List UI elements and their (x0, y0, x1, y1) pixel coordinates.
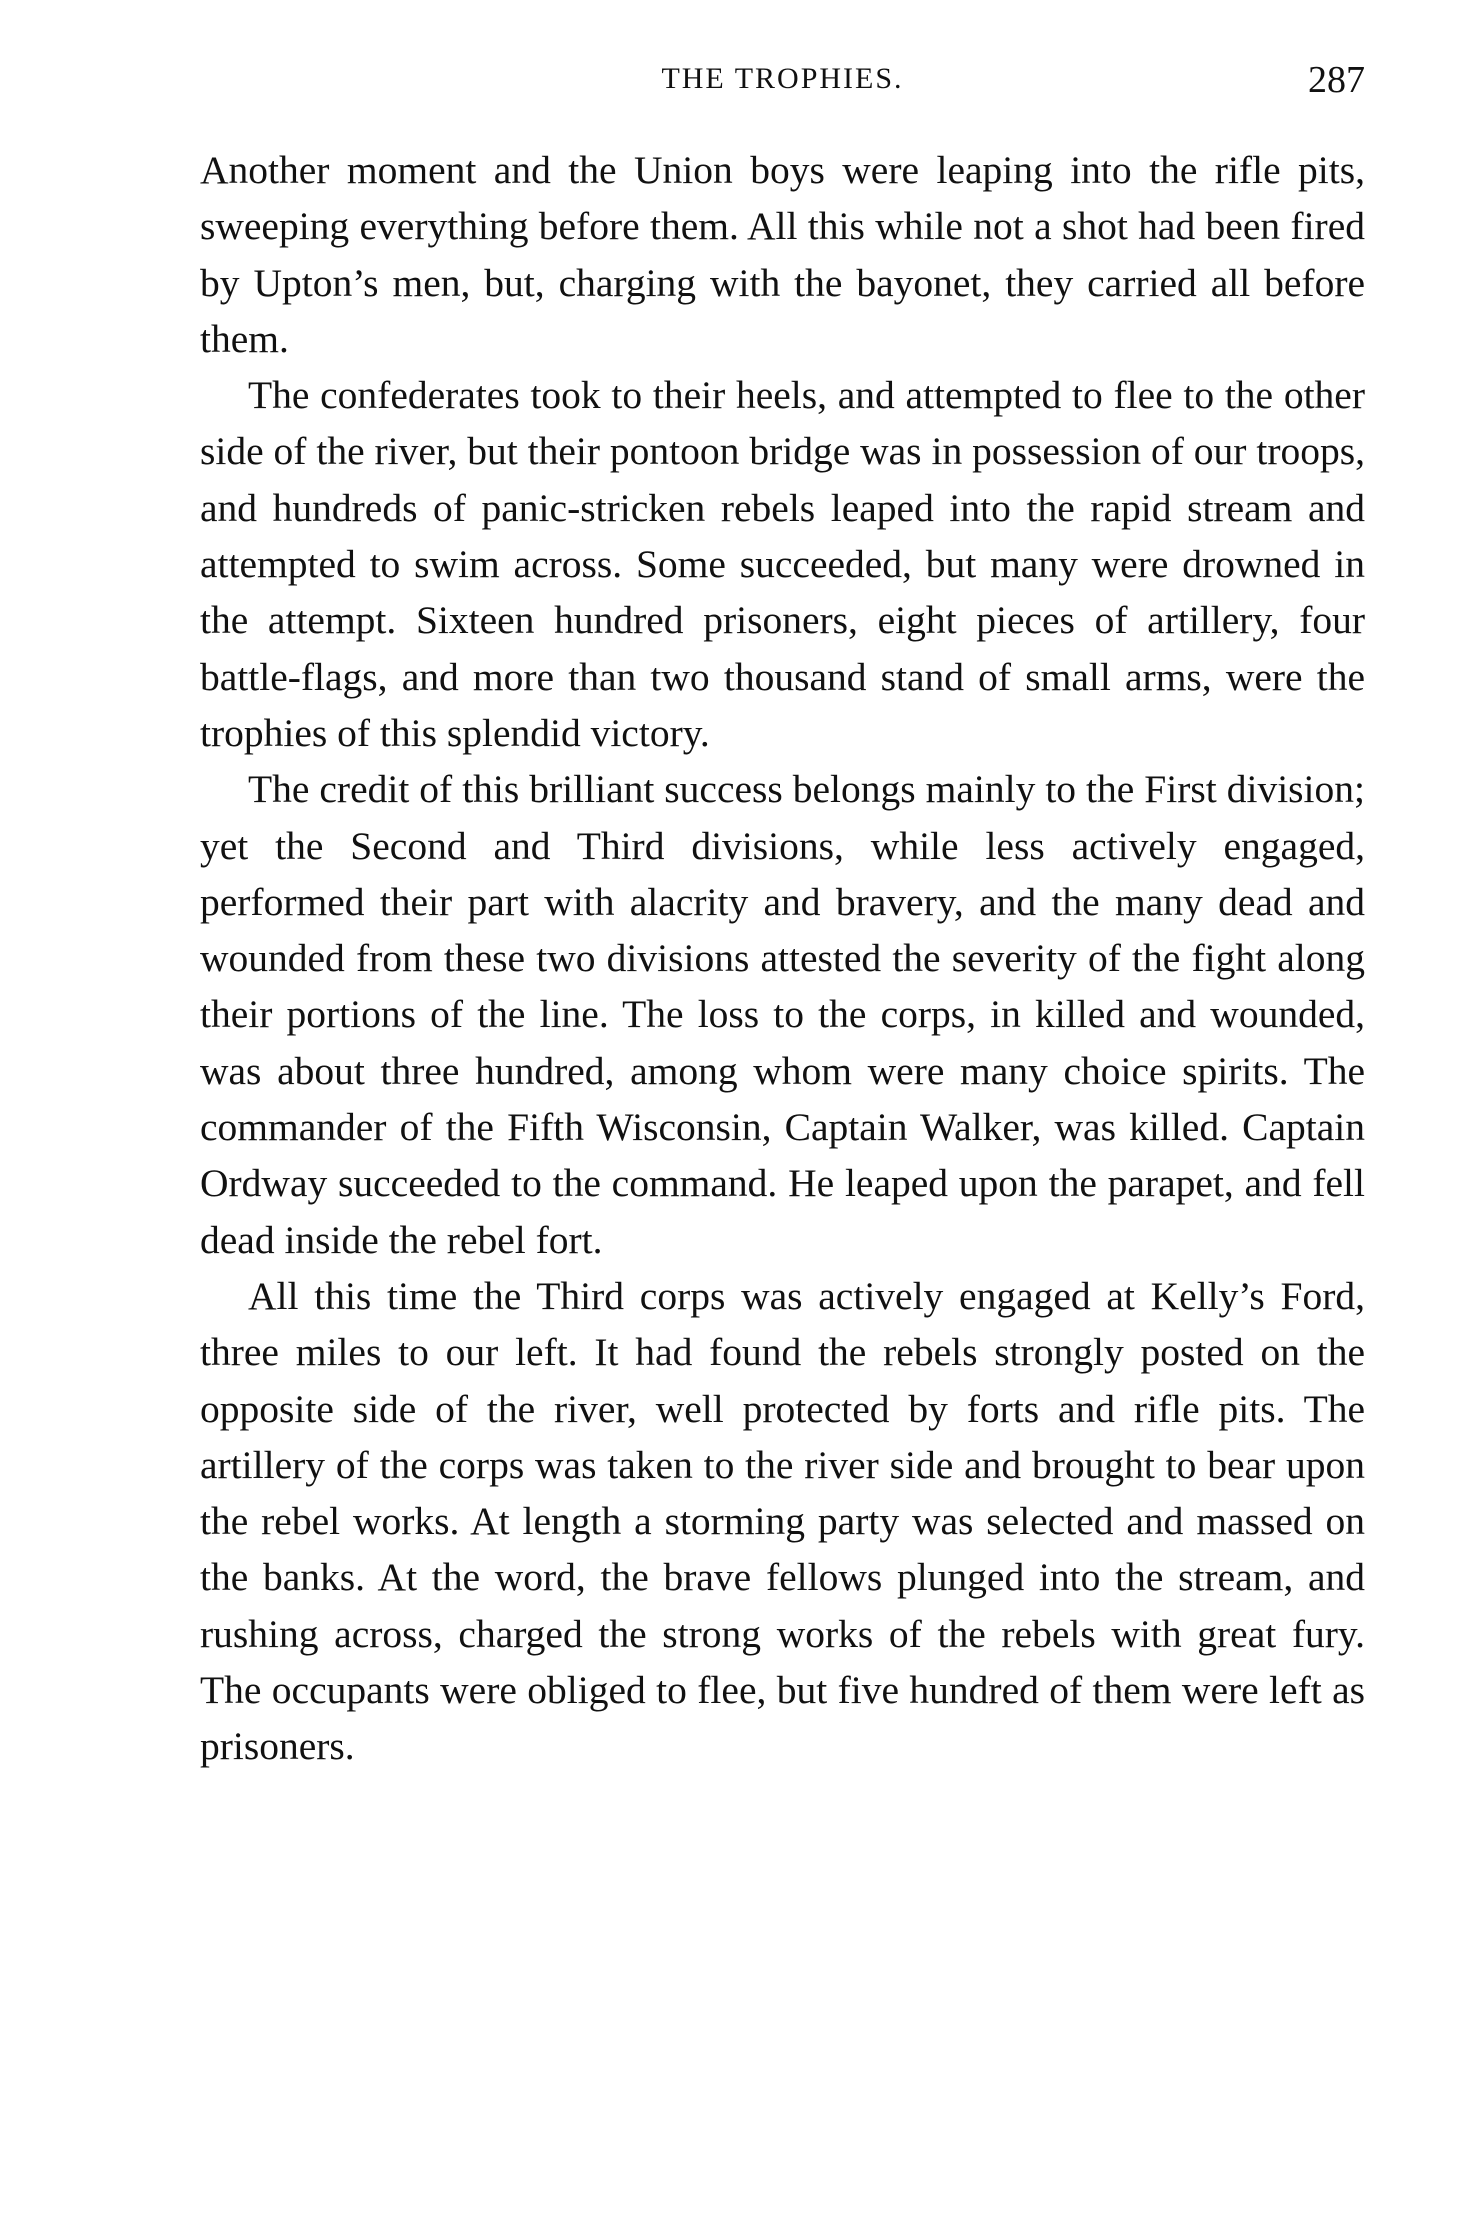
paragraph-3: The credit of this brilliant success belongs mainly to the First division; yet the Second and Third divisions, while less actively engaged, performed their part with alacrity and bravery, and the many dead and wounded from these two divisions attested the severity of the fight along their portions of the line. The loss to the corps, in killed and wounded, was about three hundred, among whom were many choice spirits. The commander of the Fifth Wisconsin, Captain Walker, was killed. Captain Ordway succeeded to the command. He leaped upon the parapet, and fell dead inside the rebel fort. (200, 767, 1365, 1262)
page-number: 287 (1308, 59, 1365, 101)
paragraph-1: Another moment and the Union boys were leaping into the rifle pits, sweeping everything before them. All this while not a shot had been fired by Upton’s men, but, charging with the bayonet, they carried all before them. (200, 148, 1365, 361)
running-head (200, 58, 1365, 118)
paragraph-2: The confederates took to their heels, and attempted to flee to the other side of the river, but their pontoon bridge was in possession of our troops, and hundreds of panic-stricken rebels leaped into the rapid stream and attempted to swim across. Some succeeded, but many were drowned in the attempt. Sixteen hundred prisoners, eight pieces of artillery, four battle-flags, and more than two thousand stand of small arms, were the trophies of this splendid victory. (200, 373, 1365, 755)
running-title: THE TROPHIES. (661, 62, 904, 95)
paragraph-4: All this time the Third corps was actively engaged at Kelly’s Ford, three miles to our left. It had found the rebels strongly posted on the opposite side of the river, well protected by forts and rifle pits. The artillery of the corps was taken to the river side and brought to bear upon the rebel works. At length a storming party was selected and massed on the banks. At the word, the brave fellows plunged into the stream, and rushing across, charged the strong works of the rebels with great fury. The occupants were obliged to flee, but five hundred of them were left as prisoners. (200, 1273, 1365, 1769)
body-text (200, 142, 1365, 1775)
